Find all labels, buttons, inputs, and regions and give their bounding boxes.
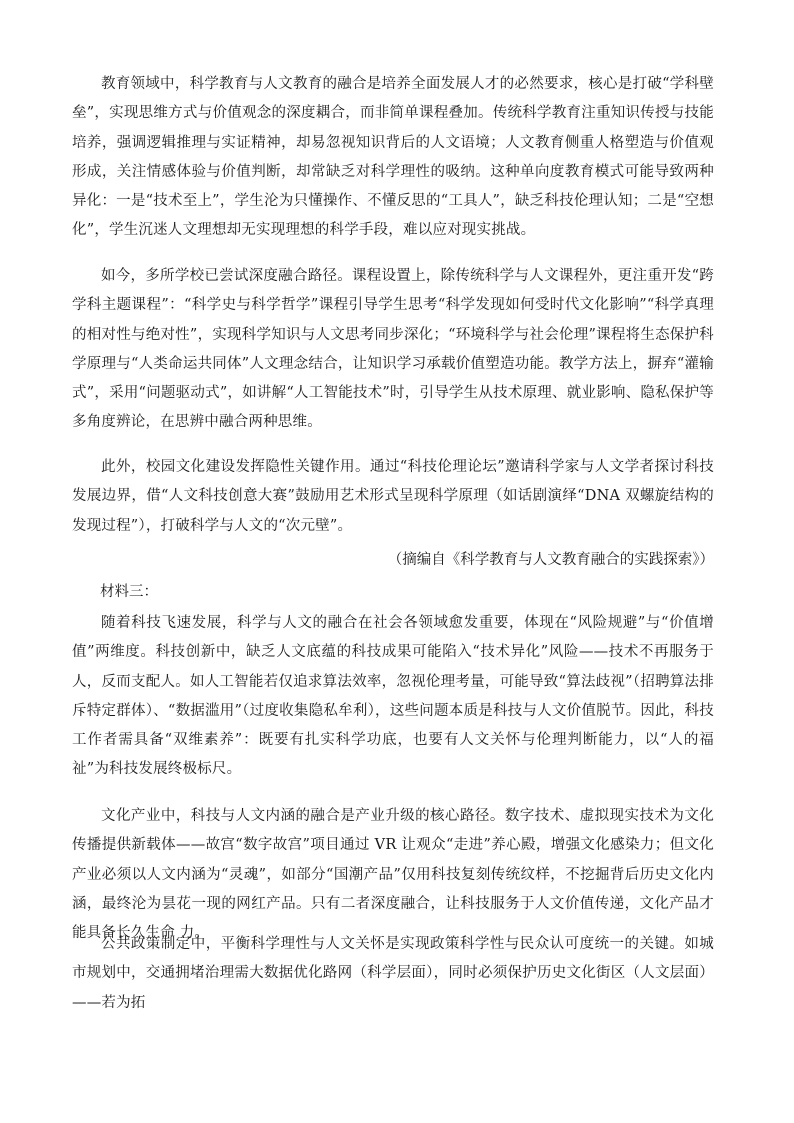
paragraph-school-practice: 如今，多所学校已尝试深度融合路径。课程设置上，除传统科学与人文课程外，更注重开发“跨学科主题课程”：“科学史与科学哲学”课程引导学生思考“科学发现如何受时代文化影响”“科学真理的相对性与绝对性”，实现科学知识与人文思考同步深化；“环境科学与社会伦理”课程将生态保护科学原理与“人类命运共同体”人文理念结合，让知识学习承载价值塑造功能。教学方法上，摒弃“灌输式”，采用“问题驱动式”，如讲解“人工智能技术”时，引导学生从技术原理、就业影响、隐私保护等多角度辨论，在思辨中融合两种思维。: [72, 268, 714, 431]
material-three-label: 材料三：: [100, 584, 158, 600]
paragraph-tech-humanities: 随着科技飞速发展，科学与人文的融合在社会各领域愈发重要，体现在“风险规避”与“价值增值”两维度。科技创新中，缺乏人文底蕴的科技成果可能陷入“技术异化”风险——技术不再服务于人，反而支配人。如人工智能若仅追求算法效率，忽视伦理考量，可能导致“算法歧视”（招聘算法排斥特定群体）、“数据滥用”（过度收集隐私牟利），这些问题本质是科技与人文价值脱节。因此，科技工作者需具备“双维素养”：既要有扎实科学功底，也要有人文关怀与伦理判断能力，以“人的福祉”为科技发展终极标尺。: [72, 615, 714, 778]
paragraph-education-integration: 教育领域中，科学教育与人文教育的融合是培养全面发展人才的必然要求，核心是打破“学科壁垒”，实现思维方式与价值观念的深度耦合，而非简单课程叠加。传统科学教育注重知识传授与技能培养，强调逻辑推理与实证精神，却易忽视知识背后的人文语境；人文教育侧重人格塑造与价值观形成，关注情感体验与价值判断，却常缺乏对科学理性的吸纳。这种单向度教育模式可能导致两种异化：一是“技术至上”，学生沦为只懂操作、不懂反思的“工具人”，缺乏科技伦理认知；二是“空想化”，学生沉迷人文理想却无实现理想的科学手段，难以应对现实挑战。: [72, 76, 714, 239]
paragraph-cultural-industry: 文化产业中，科技与人文内涵的融合是产业升级的核心路径。数字技术、虚拟现实技术为文化传播提供新载体——故宫“数字故宫”项目通过 VR 让观众“走进”养心殿，增强文化感染力；但文化产业必须以人文内涵为“灵魂”，如部分“国潮产品”仅用科技复刻传统纹样，不挖掘背后历史文化内涵，最终沦为昙花一现的网红产品。只有二者深度融合，让科技服务于人文价值传递，文化产品才能具备长久生命 力。: [72, 808, 714, 942]
paragraph-public-policy: 公共政策制定中，平衡科学理性与人文关怀是实现政策科学性与民众认可度统一的关键。如城市规划中，交通拥堵治理需大数据优化路网（科学层面），同时必须保护历史文化街区（人文层面）——若为拓: [72, 936, 714, 1011]
source-citation: （摘编自《科学教育与人文教育融合的实践探索》）: [387, 552, 714, 568]
paragraph-campus-culture: 此外，校园文化建设发挥隐性关键作用。通过“科技伦理论坛”邀请科学家与人文学者探讨科技发展边界，借“人文科技创意大赛”鼓励用艺术形式呈现科学原理（如话剧演绎“DNA 双螺旋结构的发现过程”），打破科学与人文的“次元壁”。: [72, 459, 714, 534]
